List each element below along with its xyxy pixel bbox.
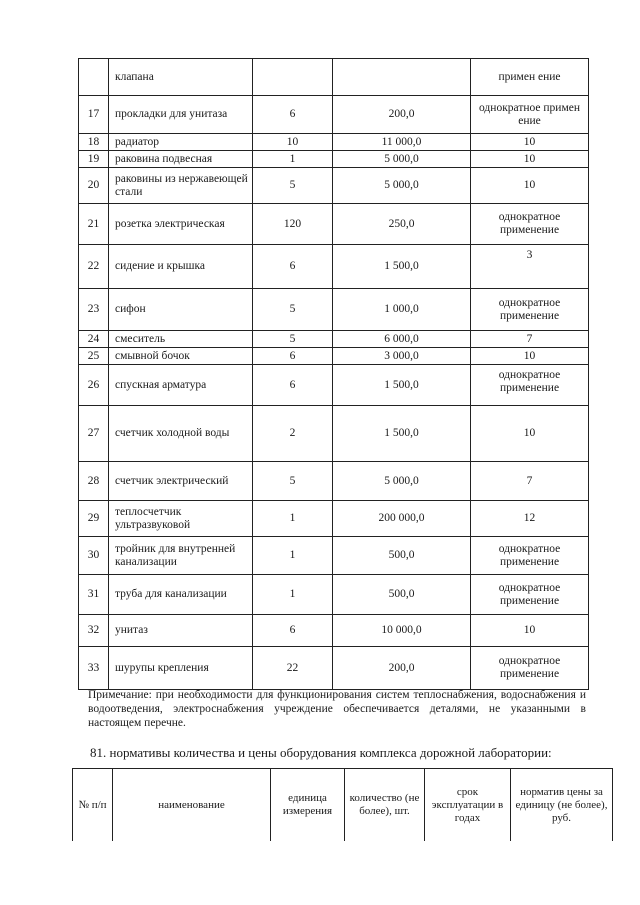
- item-term: 3: [471, 245, 589, 289]
- item-quantity: 1: [253, 151, 333, 168]
- table-row: [79, 245, 589, 289]
- item-name: сифон: [109, 289, 253, 331]
- item-quantity: 2: [253, 406, 333, 462]
- row-number: 29: [79, 501, 109, 537]
- row-number: 28: [79, 462, 109, 501]
- item-price: 5 000,0: [333, 151, 471, 168]
- item-price: 200,0: [333, 647, 471, 690]
- table-row: [79, 134, 589, 151]
- table-row: [79, 348, 589, 365]
- item-term: примен ение: [471, 59, 589, 96]
- item-quantity: 6: [253, 245, 333, 289]
- item-name: теплосчетчик ультразвуковой: [109, 501, 253, 537]
- item-name: сидение и крышка: [109, 245, 253, 289]
- item-quantity: 120: [253, 204, 333, 245]
- item-name: раковины из нержавеющей стали: [109, 168, 253, 204]
- item-term: 7: [471, 462, 589, 501]
- footnote: Примечание: при необходимости для функционирования систем теплоснабжения, водоснабжения и водоотведения, электроснабжения учреждение обеспечивается деталями, не указанными в настоящем перечне.: [88, 689, 586, 729]
- equipment-table-header: [72, 768, 613, 841]
- item-price: 5 000,0: [333, 168, 471, 204]
- item-quantity: 5: [253, 331, 333, 348]
- table-row: [79, 59, 589, 96]
- item-name: унитаз: [109, 615, 253, 647]
- table-row: [79, 462, 589, 501]
- table-row: [79, 501, 589, 537]
- item-term: 10: [471, 615, 589, 647]
- item-term: однократное применение: [471, 575, 589, 615]
- row-number: 23: [79, 289, 109, 331]
- row-number: 17: [79, 96, 109, 134]
- row-number: 21: [79, 204, 109, 245]
- row-number: 24: [79, 331, 109, 348]
- header-number: № п/п: [73, 769, 113, 842]
- table-row: [79, 615, 589, 647]
- row-number: 32: [79, 615, 109, 647]
- item-name: розетка электрическая: [109, 204, 253, 245]
- item-name: смывной бочок: [109, 348, 253, 365]
- row-number: 26: [79, 365, 109, 406]
- item-name: смеситель: [109, 331, 253, 348]
- row-number: 25: [79, 348, 109, 365]
- item-price: 1 500,0: [333, 245, 471, 289]
- item-term: однократное применение: [471, 537, 589, 575]
- row-number: 33: [79, 647, 109, 690]
- item-term: 10: [471, 348, 589, 365]
- table-row: [79, 168, 589, 204]
- item-term: однократное применение: [471, 204, 589, 245]
- row-number: 30: [79, 537, 109, 575]
- table-row: [79, 647, 589, 690]
- table-header-row: [73, 769, 613, 842]
- item-price: [333, 59, 471, 96]
- table-row: [79, 365, 589, 406]
- item-name: радиатор: [109, 134, 253, 151]
- item-price: 3 000,0: [333, 348, 471, 365]
- table-row: [79, 406, 589, 462]
- item-quantity: 5: [253, 168, 333, 204]
- item-name: шурупы крепления: [109, 647, 253, 690]
- table-row: [79, 151, 589, 168]
- row-number: [79, 59, 109, 96]
- item-quantity: 5: [253, 289, 333, 331]
- item-price: 200 000,0: [333, 501, 471, 537]
- section-heading: 81. нормативы количества и цены оборудования комплекса дорожной лаборатории:: [90, 745, 552, 760]
- header-name: наименование: [113, 769, 271, 842]
- table-row: [79, 289, 589, 331]
- item-name: прокладки для унитаза: [109, 96, 253, 134]
- item-name: счетчик холодной воды: [109, 406, 253, 462]
- row-number: 27: [79, 406, 109, 462]
- item-quantity: 1: [253, 537, 333, 575]
- item-name: клапана: [109, 59, 253, 96]
- row-number: 18: [79, 134, 109, 151]
- item-term: 10: [471, 151, 589, 168]
- item-quantity: [253, 59, 333, 96]
- item-quantity: 6: [253, 96, 333, 134]
- table-row: [79, 331, 589, 348]
- item-term: однократное применение: [471, 365, 589, 406]
- item-term: 10: [471, 406, 589, 462]
- item-quantity: 6: [253, 365, 333, 406]
- item-price: 200,0: [333, 96, 471, 134]
- parts-table: [78, 58, 589, 690]
- item-name: раковина подвесная: [109, 151, 253, 168]
- item-price: 1 500,0: [333, 406, 471, 462]
- item-price: 5 000,0: [333, 462, 471, 501]
- item-name: труба для канализации: [109, 575, 253, 615]
- item-term: 12: [471, 501, 589, 537]
- item-name: спускная арматура: [109, 365, 253, 406]
- item-price: 10 000,0: [333, 615, 471, 647]
- item-quantity: 1: [253, 575, 333, 615]
- table-row: [79, 575, 589, 615]
- row-number: 20: [79, 168, 109, 204]
- table-row: [79, 537, 589, 575]
- item-term: однократное применение: [471, 289, 589, 331]
- item-quantity: 5: [253, 462, 333, 501]
- item-quantity: 1: [253, 501, 333, 537]
- row-number: 19: [79, 151, 109, 168]
- item-price: 250,0: [333, 204, 471, 245]
- item-term: 10: [471, 168, 589, 204]
- header-term: срок эксплуатации в годах: [425, 769, 511, 842]
- item-quantity: 22: [253, 647, 333, 690]
- item-name: счетчик электрический: [109, 462, 253, 501]
- item-term: 10: [471, 134, 589, 151]
- item-term: однократное примен ение: [471, 96, 589, 134]
- header-quantity: количество (не более), шт.: [345, 769, 425, 842]
- item-price: 1 000,0: [333, 289, 471, 331]
- table-row: [79, 96, 589, 134]
- row-number: 31: [79, 575, 109, 615]
- header-price: норматив цены за единицу (не более), руб.: [511, 769, 613, 842]
- item-price: 6 000,0: [333, 331, 471, 348]
- item-term: однократное применение: [471, 647, 589, 690]
- header-unit: единица измерения: [271, 769, 345, 842]
- item-name: тройник для внутренней канализации: [109, 537, 253, 575]
- item-price: 1 500,0: [333, 365, 471, 406]
- item-price: 500,0: [333, 575, 471, 615]
- row-number: 22: [79, 245, 109, 289]
- item-price: 11 000,0: [333, 134, 471, 151]
- item-term: 7: [471, 331, 589, 348]
- item-quantity: 10: [253, 134, 333, 151]
- item-quantity: 6: [253, 615, 333, 647]
- table-row: [79, 204, 589, 245]
- item-quantity: 6: [253, 348, 333, 365]
- item-price: 500,0: [333, 537, 471, 575]
